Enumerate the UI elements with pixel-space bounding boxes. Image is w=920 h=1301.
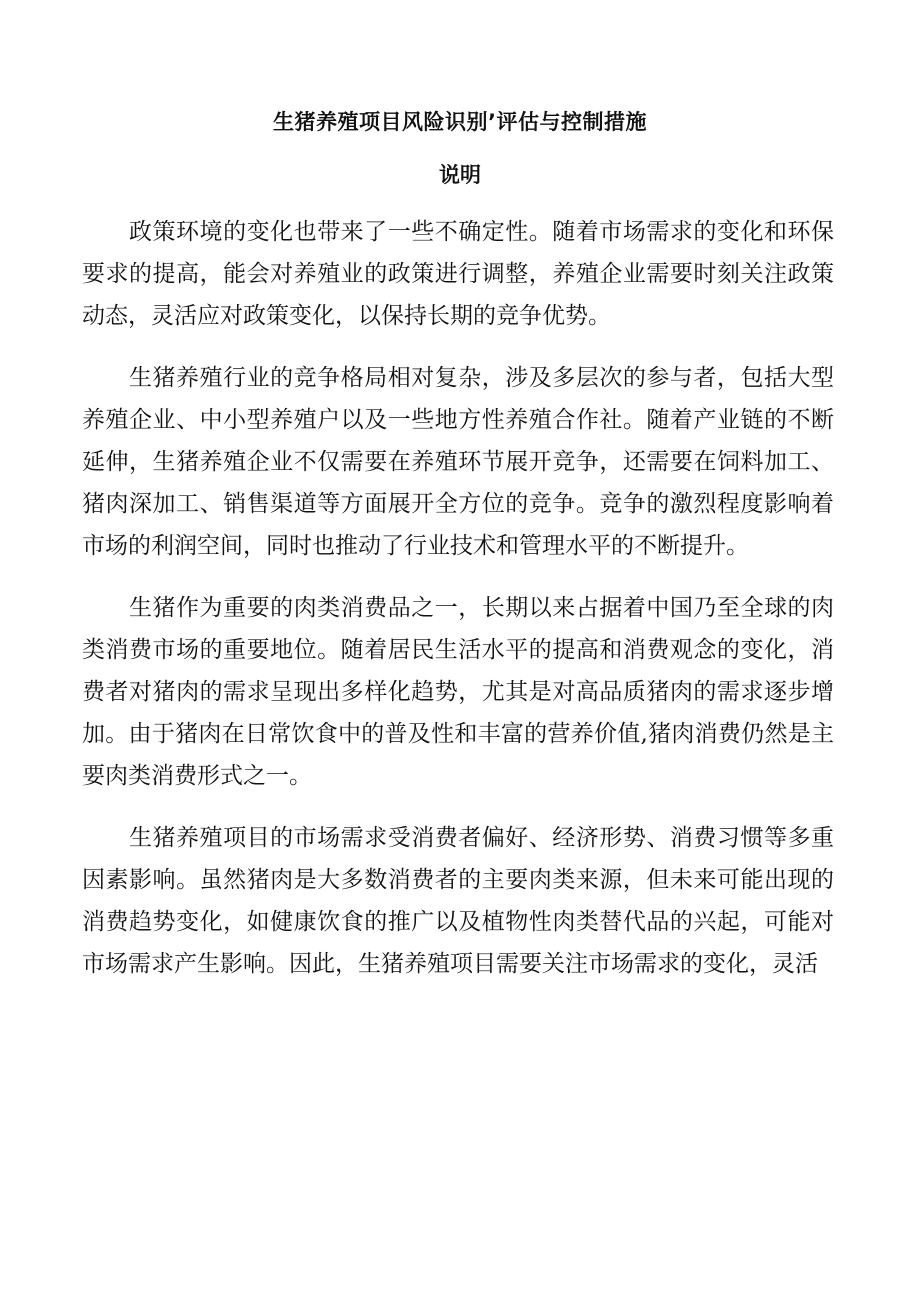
paragraph-policy: 政策环境的变化也带来了一些不确定性。随着市场需求的变化和环保要求的提高，能会对养殖业的政策进行调整，养殖企业需要时刻关注政策动态，灵活应对政策变化，以保持长期的竞争优势。 xyxy=(82,219,834,329)
paragraph-market-demand: 生猪养殖项目的市场需求受消费者偏好、经济形势、消费习惯等多重因素影响。虽然猪肉是大多数消费者的主要肉类来源，但未来可能出现的消费趋势变化，如健康饮食的推广以及植物性肉类替代品的兴起，可能对市场需求产生影响。因此，生猪养殖项目需要关注市场需求的变化，灵活 xyxy=(82,825,834,977)
section-heading: 说明 xyxy=(439,163,481,187)
paragraph-consumption: 生猪作为重要的肉类消费品之一，长期以来占据着中国乃至全球的肉类消费市场的重要地位。随着居民生活水平的提高和消费观念的变化，消费者对猪肉的需求呈现出多样化趋势，尤其是对高品质猪肉的需求逐步增加。由于猪肉在日常饮食中的普及性和丰富的营养价值,猪肉消费仍然是主要肉类消费形式之一。 xyxy=(82,595,834,789)
document-title: 生猪养殖项目风险识别’评估与控制措施 xyxy=(273,110,647,134)
document-body xyxy=(82,211,834,1005)
paragraph-competition: 生猪养殖行业的竞争格局相对复杂，涉及多层次的参与者，包括大型养殖企业、中小型养殖户以及一些地方性养殖合作社。随着产业链的不断延伸，生猪养殖企业不仅需要在养殖环节展开竞争，还需要在饲料加工、猪肉深加工、销售渠道等方面展开全方位的竞争。竞争的激烈程度影响着市场的利润空间，同时也推动了行业技术和管理水平的不断提升。 xyxy=(82,365,834,559)
